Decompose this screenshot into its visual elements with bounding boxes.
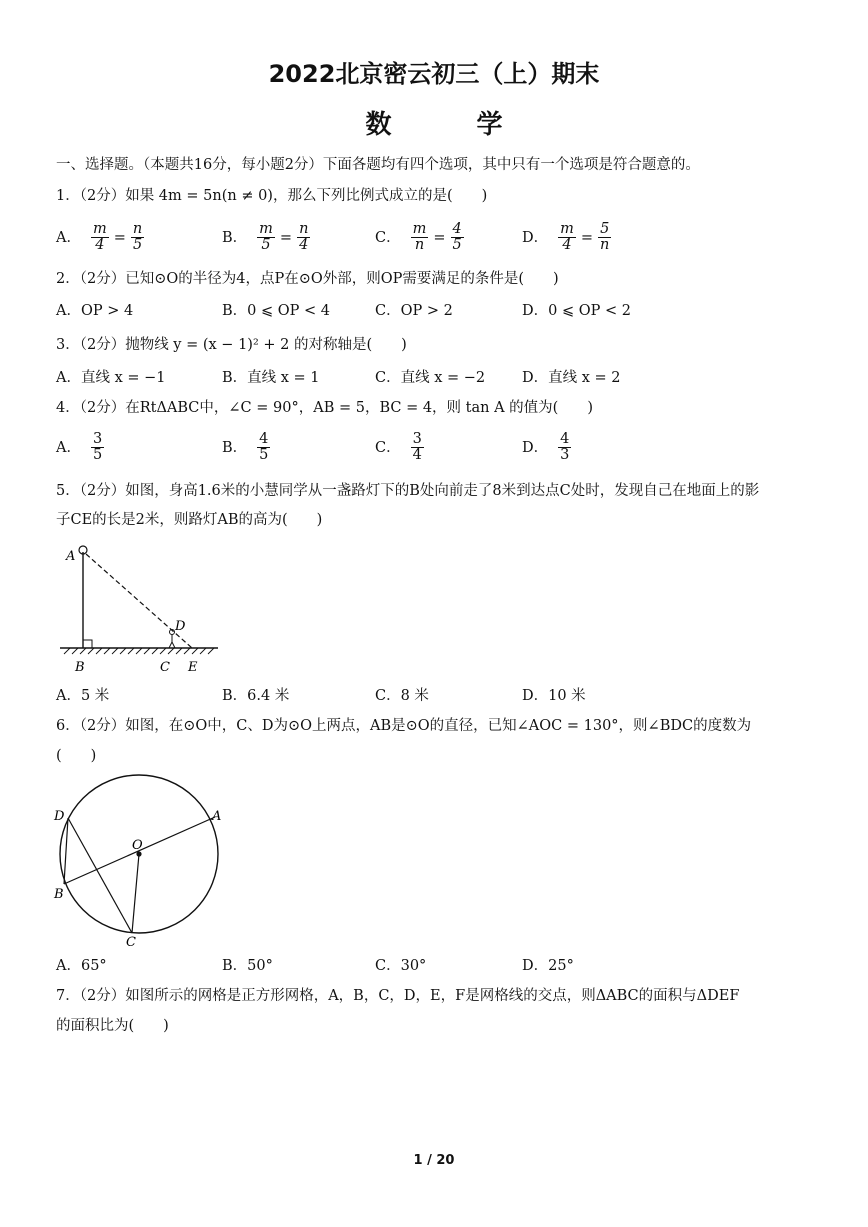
q1-option-a: A． $\frac{m}{4}$ = $\frac{n}{5}$ [56, 221, 143, 253]
circle-figure [50, 772, 230, 952]
q4-option-a [56, 432, 106, 463]
q2-option-b: B．0 ⩽ OP < 4 [222, 303, 330, 319]
chord-dc [68, 818, 132, 933]
numerator: m [560, 221, 574, 237]
question-7-line-1: 7．（2分）如图所示的网格是正方形网格，A，B，C，D，E，F是网格线的交点，则ΔABC的面积与ΔDEF [56, 988, 740, 1004]
person-leg [172, 642, 175, 648]
option-label: C． [375, 229, 401, 246]
numerator: 5 [600, 221, 610, 237]
label-d: D [54, 809, 65, 824]
q2-option-a: A．OP > 4 [56, 303, 134, 319]
q3-option-a: A．直线 x = −1 [56, 370, 166, 386]
label-a: A [66, 549, 76, 564]
label-c: C [126, 935, 136, 950]
question-3: 3．（2分）抛物线 y = (x − 1)² + 2 的对称轴是( ) [56, 337, 407, 353]
label-b: B [54, 887, 64, 902]
q3-option-d: D．直线 x = 2 [522, 370, 621, 386]
denominator: 3 [560, 447, 570, 463]
question-6-line-2: ( ) [56, 748, 97, 764]
denominator: 5 [261, 237, 271, 253]
denominator: 4 [562, 237, 572, 253]
question-6-line-1: 6．（2分）如图，在⊙O中，C、D为⊙O上两点，AB是⊙O的直径，已知∠AOC = 130°，则∠BDC的度数为 [56, 718, 752, 734]
numerator: 4 [560, 431, 570, 447]
q2-option-c: C．OP > 2 [375, 303, 453, 319]
q6-option-d: D．25° [522, 958, 574, 974]
numerator: m [92, 221, 107, 237]
option-label: D． [522, 439, 549, 456]
question-1: 1．（2分）如果 4m = 5n(n ≠ 0)，那么下列比例式成立的是( ) [56, 188, 488, 204]
denominator: 5 [92, 447, 103, 463]
denominator: 4 [299, 237, 309, 253]
option-label: C． [375, 439, 401, 456]
q3-option-b: B．直线 x = 1 [222, 370, 320, 386]
option-label: A． [56, 229, 81, 246]
option-label: B． [222, 229, 248, 246]
option-label: A． [56, 439, 81, 456]
streetlight-figure [56, 540, 226, 680]
label-o: O [132, 838, 143, 853]
q6-option-a: A．65° [56, 958, 107, 974]
numerator: 4 [452, 221, 462, 237]
right-angle-mark [83, 640, 92, 648]
numerator: n [132, 221, 143, 237]
label-b: B [75, 660, 85, 675]
q1-option-d: D． $\frac{m}{4}$ = $\frac{5}{n}$ [522, 221, 610, 253]
question-7-line-2: 的面积比为( ) [56, 1018, 169, 1034]
q4-option-c [375, 432, 426, 463]
q4-option-d [522, 432, 573, 463]
page-title: 2022北京密云初三（上）期末 [268, 60, 600, 88]
denominator: n [600, 237, 610, 253]
q5-option-c: C．8 米 [375, 688, 429, 704]
question-5-line-1: 5．（2分）如图，身高1.6米的小慧同学从一盏路灯下的B处向前走了8米到达点C处时，发现自己在地面上的影 [56, 483, 760, 499]
label-c: C [160, 660, 170, 675]
question-2: 2．（2分）已知⊙O的半径为4，点P在⊙O外部，则OP需要满足的条件是( ) [56, 271, 559, 287]
denominator: 4 [412, 447, 422, 463]
q6-option-b: B．50° [222, 958, 273, 974]
numerator: 4 [259, 431, 269, 447]
denominator: 4 [95, 237, 105, 253]
radius-oc [132, 854, 139, 933]
label-e: E [188, 660, 198, 675]
q4-option-b [222, 432, 272, 463]
denominator: 5 [132, 237, 143, 253]
q5-option-b: B．6.4 米 [222, 688, 290, 704]
question-5-line-2: 子CE的长是2米，则路灯AB的高为( ) [56, 512, 323, 528]
denominator: 5 [452, 237, 462, 253]
person-leg [169, 642, 172, 648]
section-heading: 一、选择题。（本题共16分，每小题2分）下面各题均有四个选项，其中只有一个选项是符合题意的。 [56, 157, 700, 173]
q5-option-d: D．10 米 [522, 688, 586, 704]
q2-option-d: D．0 ⩽ OP < 2 [522, 303, 631, 319]
q5-option-a: A．5 米 [56, 688, 110, 704]
q1-option-c: C． $\frac{m}{n}$ = $\frac{4}{5}$ [375, 221, 462, 253]
denominator: n [414, 237, 425, 253]
numerator: 3 [92, 431, 103, 447]
q1-option-b: B． $\frac{m}{5}$ = $\frac{n}{4}$ [222, 221, 309, 253]
page-number: 1 / 20 [413, 1153, 455, 1168]
ground-hatching [64, 648, 214, 654]
label-d: D [175, 619, 186, 634]
question-4: 4．（2分）在RtΔABC中，∠C = 90°，AB = 5，BC = 4，则 tan A 的值为( ) [56, 400, 593, 416]
label-a: A [212, 809, 222, 824]
option-label: B． [222, 439, 248, 456]
subject-title: 数 学 [365, 110, 541, 140]
numerator: m [412, 221, 427, 237]
option-label: D． [522, 229, 549, 246]
q3-option-c: C．直线 x = −2 [375, 370, 486, 386]
q6-option-c: C．30° [375, 958, 427, 974]
numerator: n [299, 221, 309, 237]
numerator: 3 [412, 431, 422, 447]
numerator: m [259, 221, 273, 237]
denominator: 5 [259, 447, 269, 463]
